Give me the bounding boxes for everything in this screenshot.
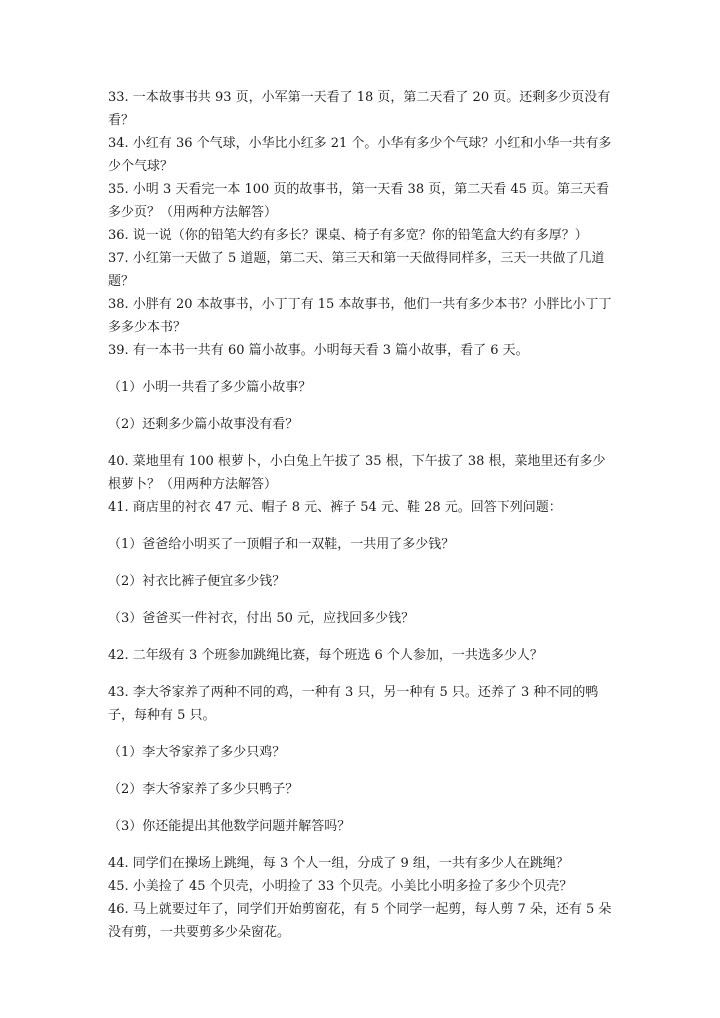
question-43-part-3: （3）你还能提出其他数学问题并解答吗？	[108, 819, 351, 834]
question-43: 43. 李大爷家养了两种不同的鸡，一种有 3 只，另一种有 5 只。还养了 3 种不同的鸭子，每种有 5 只。	[108, 685, 599, 723]
question-43-part-2: （2）李大爷家养了多少只鸭子？	[108, 782, 299, 797]
question-39-part-2: （2）还剩多少篇小故事没有看？	[108, 417, 299, 432]
question-44: 44. 同学们在操场上跳绳，每 3 个人一组，分成了 9 组，一共有多少人在跳绳？	[108, 856, 569, 871]
question-35: 35. 小明 3 天看完一本 100 页的故事书，第一天看 38 页，第二天看 45 页。第三天看多少页？（用两种方法解答）	[108, 182, 610, 220]
question-37: 37. 小红第一天做了 5 道题，第二天、第三天和第一天做得同样多，三天一共做了几道题？	[108, 251, 605, 289]
question-41-part-2: （2）衬衣比裤子便宜多少钱？	[108, 574, 286, 589]
question-34: 34. 小红有 36 个气球，小华比小红多 21 个。小华有多少个气球？小红和小华一共有多少个气球？	[108, 136, 612, 174]
question-43-part-1: （1）李大爷家养了多少只鸡？	[108, 745, 286, 760]
question-39-part-1: （1）小明一共看了多少篇小故事？	[108, 380, 312, 395]
question-38: 38. 小胖有 20 本故事书，小丁丁有 15 本故事书，他们一共有多少本书？小胖比小丁丁多多少本书？	[108, 297, 612, 335]
question-33: 33. 一本故事书共 93 页，小军第一天看了 18 页，第二天看了 20 页。还剩多少页没有看？	[108, 90, 611, 128]
question-42: 42. 二年级有 3 个班参加跳绳比赛，每个班选 6 个人参加，一共选多少人？	[108, 648, 543, 663]
question-41-part-1: （1）爸爸给小明买了一顶帽子和一双鞋，一共用了多少钱？	[108, 537, 455, 552]
question-40: 40. 菜地里有 100 根萝卜，小白兔上午拔了 35 根，下午拔了 38 根，菜地里还有多少根萝卜？（用两种方法解答）	[108, 454, 606, 492]
question-list	[108, 86, 616, 944]
question-41: 41. 商店里的衬衣 47 元、帽子 8 元、裤子 54 元、鞋 28 元。回答下列问题：	[108, 500, 562, 515]
question-36: 36. 说一说（你的铅笔大约有多长？课桌、椅子有多宽？你的铅笔盒大约有多厚？）	[108, 228, 588, 243]
question-39: 39. 有一本书一共有 60 篇小故事。小明每天看 3 篇小故事，看了 6 天。	[108, 343, 529, 358]
question-41-part-3: （3）爸爸买一件衬衣，付出 50 元，应找回多少钱？	[108, 611, 415, 626]
question-46: 46. 马上就要过年了，同学们开始剪窗花，有 5 个同学一起剪，每人剪 7 朵，还有 5 朵没有剪，一共要剪多少朵窗花。	[108, 902, 612, 940]
question-45: 45. 小美捡了 45 个贝壳，小明捡了 33 个贝壳。小美比小明多捡了多少个贝壳？	[108, 879, 573, 894]
